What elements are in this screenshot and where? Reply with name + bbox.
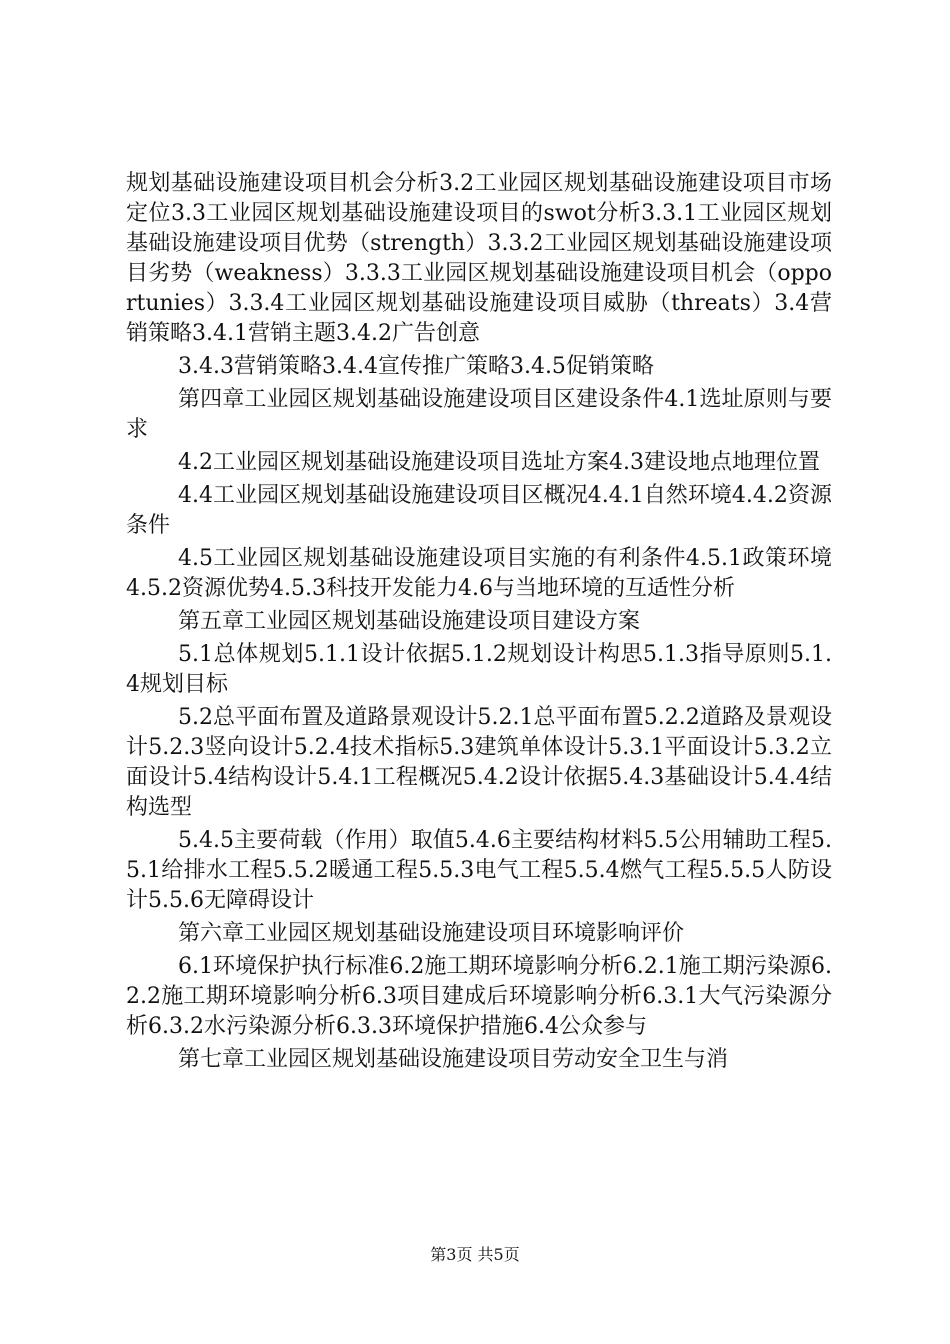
body-paragraph: 5.2总平面布置及道路景观设计5.2.1总平面布置5.2.2道路及景观设计5.2.3竖向设计5.2.4技术指标5.3建筑单体设计5.3.1平面设计5.3.2立面设计5.4结构设计5.4.1工程概况5.4.2设计依据5.4.3基础设计5.4.4结构选型 <box>126 705 832 820</box>
body-paragraph: 5.1总体规划5.1.1设计依据5.1.2规划设计构思5.1.3指导原则5.1.4规划目标 <box>126 642 832 697</box>
chapter-heading: 第六章工业园区规划基础设施建设项目环境影响评价 <box>178 921 685 946</box>
chapter-heading: 第五章工业园区规划基础设施建设项目建设方案 <box>178 609 641 634</box>
page-footer <box>0 1242 950 1265</box>
body-paragraph: 4.2工业园区规划基础设施建设项目选址方案4.3建设地点地理位置 <box>178 450 820 475</box>
page-number: 第3页 共5页 <box>430 1245 520 1264</box>
body-paragraph: 4.4工业园区规划基础设施建设项目区概况4.4.1自然环境4.4.2资源条件 <box>126 483 832 538</box>
body-paragraph: 5.4.5主要荷载（作用）取值5.4.6主要结构材料5.5公用辅助工程5.5.1给排水工程5.5.2暖通工程5.5.3电气工程5.5.4燃气工程5.5.5人防设计5.5.6无障碍设计 <box>126 828 832 913</box>
body-paragraph: 6.1环境保护执行标准6.2施工期环境影响分析6.2.1施工期污染源6.2.2施工期环境影响分析6.3项目建成后环境影响分析6.3.1大气污染源分析6.3.2水污染源分析6.3.3环境保护措施6.4公众参与 <box>126 954 832 1039</box>
document-body <box>126 169 832 1078</box>
chapter-heading: 第四章工业园区规划基础设施建设项目区建设条件4.1选址原则与要求 <box>126 387 832 442</box>
chapter-heading: 第七章工业园区规划基础设施建设项目劳动安全卫生与消 <box>178 1047 729 1072</box>
body-paragraph: 4.5工业园区规划基础设施建设项目实施的有利条件4.5.1政策环境4.5.2资源优势4.5.3科技开发能力4.6与当地环境的互适性分析 <box>126 546 832 601</box>
body-paragraph: 规划基础设施建设项目机会分析3.2工业园区规划基础设施建设项目市场定位3.3工业园区规划基础设施建设项目的swot分析3.3.1工业园区规划基础设施建设项目优势（strength）3.3.2工业园区规划基础设施建设项目劣势（weakness）3.3.3工业园区规划基础设施建设项目机会（opportunies）3.3.4工业园区规划基础设施建设项目威胁（threats）3.4营销策略3.4.1营销主题3.4.2广告创意 <box>126 171 832 346</box>
body-paragraph: 3.4.3营销策略3.4.4宣传推广策略3.4.5促销策略 <box>178 354 654 379</box>
